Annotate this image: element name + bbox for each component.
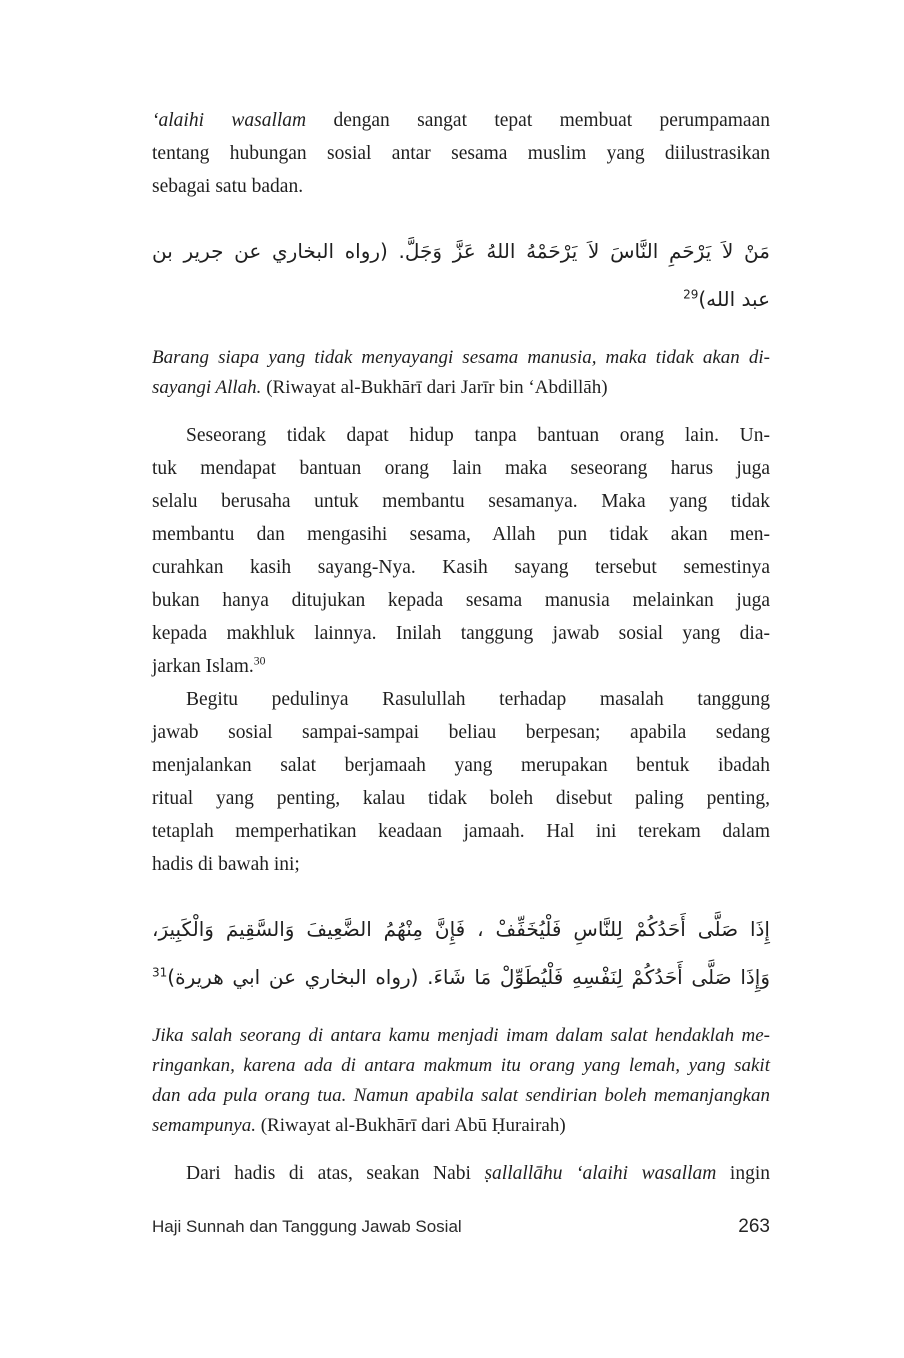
text-segment: curahkan kasih sayang-Nya. Kasih sayang tersebut semestinya [152,557,770,578]
text-line [152,683,770,716]
paragraph-3 [152,683,770,881]
text-segment: selalu berusaha untuk membantu sesamanya. Maka yang tidak [152,491,770,512]
text-flow [152,104,770,1190]
text-segment: وَإِذَا صَلَّى أَحَدُكُمْ لِنَفْسِهِ فَلْيُطَوِّلْ مَا شَاءَ. (رواه البخاري عن ابي هريرة) [167,965,770,989]
paragraph-4 [152,1157,770,1190]
text-segment: Begitu pedulinya Rasulullah terhadap masalah tanggung [186,689,770,710]
text-line [152,617,770,650]
text-line [152,170,770,203]
text-segment: ṣallallāhu ‘alaihi wasallam [484,1163,717,1184]
text-segment: jawab sosial sampai-sampai beliau berpesan; apabila sedang [152,722,770,743]
text-line [152,1021,770,1051]
hadith-arabic-2 [152,905,770,1001]
text-line [152,227,770,275]
text-line [152,551,770,584]
text-line [152,815,770,848]
page-footer [152,1216,770,1238]
text-segment: ritual yang penting, kalau tidak boleh disebut paling penting, [152,788,770,809]
text-segment: ringankan, karena ada di antara makmum itu orang yang lemah, yang sakit [152,1055,770,1076]
footnote-ref: 30 [253,654,266,668]
text-segment: jarkan Islam. [152,656,254,677]
text-segment: hadis di bawah ini; [152,854,300,875]
text-segment: tentang hubungan sosial antar sesama muslim yang diilustrasikan [152,143,770,164]
text-line [152,650,770,683]
text-segment: tuk mendapat bantuan orang lain maka seseorang harus juga [152,458,770,479]
text-segment: ‘alaihi wasallam [152,110,307,131]
page-number: 263 [738,1216,770,1237]
text-line [152,782,770,815]
text-segment: sebagai satu badan. [152,176,304,197]
text-segment: Jika salah seorang di antara kamu menjadi imam dalam salat hendaklah me- [152,1025,770,1046]
text-segment: sayangi Allah. [152,377,262,398]
text-line [152,905,770,953]
text-segment: (Riwayat al-Bukhārī dari Jarīr bin ‘Abdillāh) [261,377,608,398]
text-segment: semampunya. [152,1115,256,1136]
text-line [152,343,770,373]
text-line [152,373,770,403]
text-segment: dengan sangat tepat membuat perumpamaan [306,110,770,131]
hadith-translation-1 [152,343,770,403]
footnote-ref: 29 [683,287,699,302]
hadith-arabic-1 [152,227,770,323]
text-line [152,1051,770,1081]
text-segment: (Riwayat al-Bukhārī dari Abū Ḥurairah) [255,1115,566,1136]
text-segment: Dari hadis di atas, seakan Nabi [186,1163,485,1184]
footnote-ref: 31 [152,965,168,980]
text-line [152,419,770,452]
text-segment: tetaplah memperhatikan keadaan jamaah. Hal ini terekam dalam [152,821,770,842]
text-segment: Seseorang tidak dapat hidup tanpa bantuan orang lain. Un- [186,425,770,446]
text-line [152,848,770,881]
text-line [152,275,770,323]
text-segment: ingin [716,1163,770,1184]
text-line [152,1081,770,1111]
text-line [152,137,770,170]
paragraph-2 [152,419,770,683]
text-segment: bukan hanya ditujukan kepada sesama manusia melainkan juga [152,590,770,611]
text-line [152,452,770,485]
text-segment: membantu dan mengasihi sesama, Allah pun tidak akan men- [152,524,770,545]
text-line [152,716,770,749]
text-line [152,518,770,551]
hadith-translation-2 [152,1021,770,1141]
text-segment: عبد الله) [698,287,770,311]
text-line [152,104,770,137]
paragraph-intro [152,104,770,203]
text-line [152,485,770,518]
text-segment: menjalankan salat berjamaah yang merupakan bentuk ibadah [152,755,770,776]
text-segment: مَنْ لاَ يَرْحَمِ النَّاسَ لاَ يَرْحَمْهُ اللهُ عَزَّ وَجَلَّ. (رواه البخاري عن جرير بن [152,239,770,263]
text-segment: Barang siapa yang tidak menyayangi sesama manusia, maka tidak akan di- [152,347,770,368]
text-line [152,1111,770,1141]
text-segment: kepada makhluk lainnya. Inilah tanggung jawab sosial yang dia- [152,623,770,644]
running-title: Haji Sunnah dan Tanggung Jawab Sosial [152,1217,462,1236]
text-segment: dan ada pula orang tua. Namun apabila salat sendirian boleh memanjangkan [152,1085,770,1106]
text-line [152,1157,770,1190]
text-line [152,584,770,617]
text-line [152,953,770,1001]
text-segment: إِذَا صَلَّى أَحَدُكُمْ لِلنَّاسِ فَلْيُخَفِّفْ ، فَإِنَّ مِنْهُمُ الضَّعِيفَ وَالسَّقِيمَ وَالْكَبِيرَ، [152,917,770,941]
text-line [152,749,770,782]
